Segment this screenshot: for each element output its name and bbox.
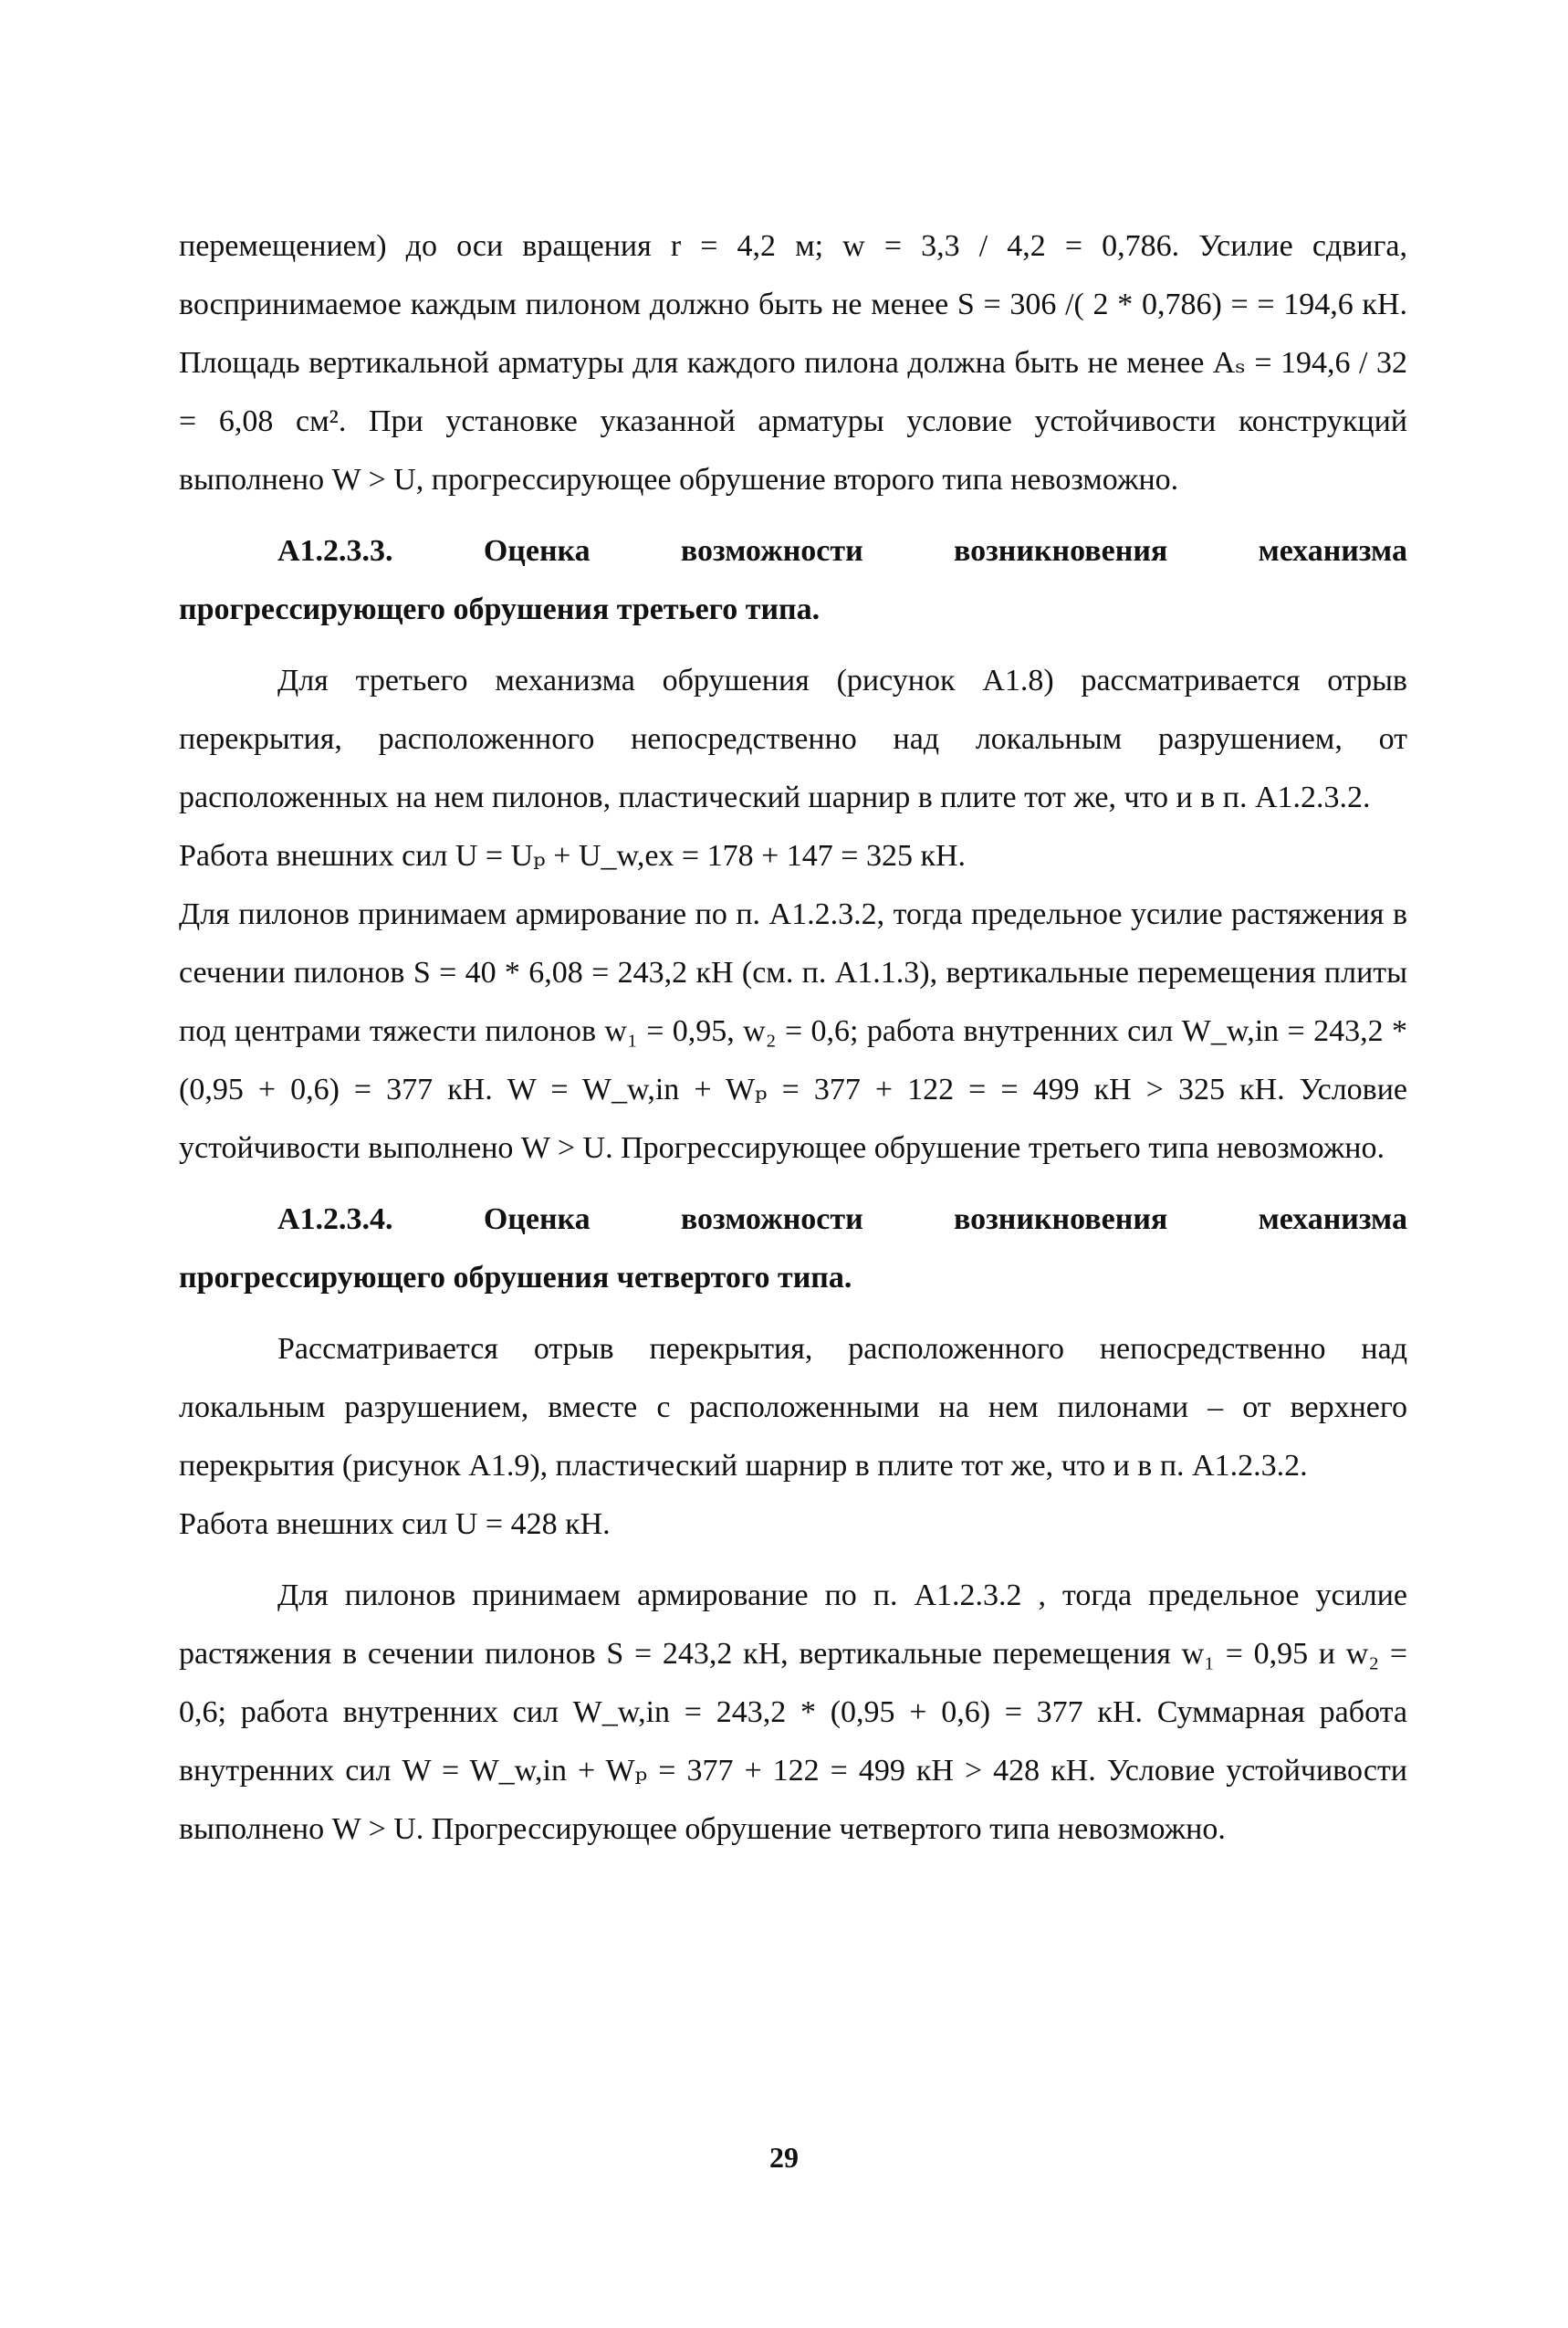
section-heading <box>179 1190 1407 1307</box>
heading-number: А1.2.3.3. <box>277 534 393 568</box>
heading-word: механизма <box>1258 1202 1407 1236</box>
paragraph: Рассматривается отрыв перекрытия, расположенного непосредственно над локальным разрушением, вместе с расположенными на нем пилонами – от верхнего перекрытия (рисунок А1.9), пластический шарнир в плите тот же, что и в п. А1.2.3.2. <box>179 1332 1407 1483</box>
heading-word: возникновения <box>953 534 1168 568</box>
heading-number: А1.2.3.4. <box>277 1202 393 1236</box>
paragraph: Работа внешних сил U = 428 кН. <box>179 1507 611 1541</box>
section-heading <box>179 522 1407 639</box>
heading-word: Оценка <box>483 1202 591 1236</box>
paragraph: Для третьего механизма обрушения (рисунок А1.8) рассматривается отрыв перекрытия, расположенного непосредственно над локальным разрушением, от расположенных на нем пилонов, пластический шарнир в плите тот же, что и в п. А1.2.3.2. <box>179 664 1407 814</box>
heading-word: возможности <box>680 534 863 568</box>
heading-second-line: прогрессирующего обрушения третьего типа. <box>179 592 821 626</box>
page-number: 29 <box>769 2141 799 2174</box>
paragraph: перемещением) до оси вращения r = 4,2 м; w = 3,3 / 4,2 = 0,786. Усилие сдвига, воспринимаемое каждым пилоном должно быть не менее S = 306 /( 2 * 0,786) = = 194,6 кН. Площадь вертикальной арматуры для каждого пилона должна быть не менее Aₛ = 194,6 / 32 = 6,08 см². При установке указанной арматуры условие устойчивости конструкций выполнено W > U, прогрессирующее обрушение второго типа невозможно. <box>179 229 1407 497</box>
heading-word: механизма <box>1258 534 1407 568</box>
paragraph: Для пилонов принимаем армирование по п. А1.2.3.2 , тогда предельное усилие растяжения в сечении пилонов S = 243,2 кН, вертикальные перемещения w₁ = 0,95 и w₂ = 0,6; работа внутренних сил W_w,in = 243,2 * (0,95 + 0,6) = 377 кН. Суммарная работа внутренних сил W = W_w,in + Wₚ = 377 + 122 = 499 кН > 428 кН. Условие устойчивости выполнено W > U. Прогрессирующее обрушение четвертого типа невозможно. <box>179 1578 1407 1846</box>
heading-second-line: прогрессирующего обрушения четвертого типа. <box>179 1261 852 1295</box>
paragraph: Для пилонов принимаем армирование по п. А1.2.3.2, тогда предельное усилие растяжения в сечении пилонов S = 40 * 6,08 = 243,2 кН (см. п. А1.1.3), вертикальные перемещения плиты под центрами тяжести пилонов w₁ = 0,95, w₂ = 0,6; работа внутренних сил W_w,in = 243,2 * (0,95 + 0,6) = 377 кН. W = W_w,in + Wₚ = 377 + 122 = = 499 кН > 325 кН. Условие устойчивости выполнено W > U. Прогрессирующее обрушение третьего типа невозможно. <box>179 897 1407 1165</box>
heading-word: возможности <box>680 1202 863 1236</box>
body-text <box>179 217 1407 1859</box>
paragraph: Работа внешних сил U = Uₚ + U_w,ex = 178 + 147 = 325 кН. <box>179 839 967 873</box>
heading-word: возникновения <box>953 1202 1168 1236</box>
heading-first-line <box>179 522 1407 581</box>
heading-word: Оценка <box>483 534 591 568</box>
heading-first-line <box>179 1190 1407 1249</box>
